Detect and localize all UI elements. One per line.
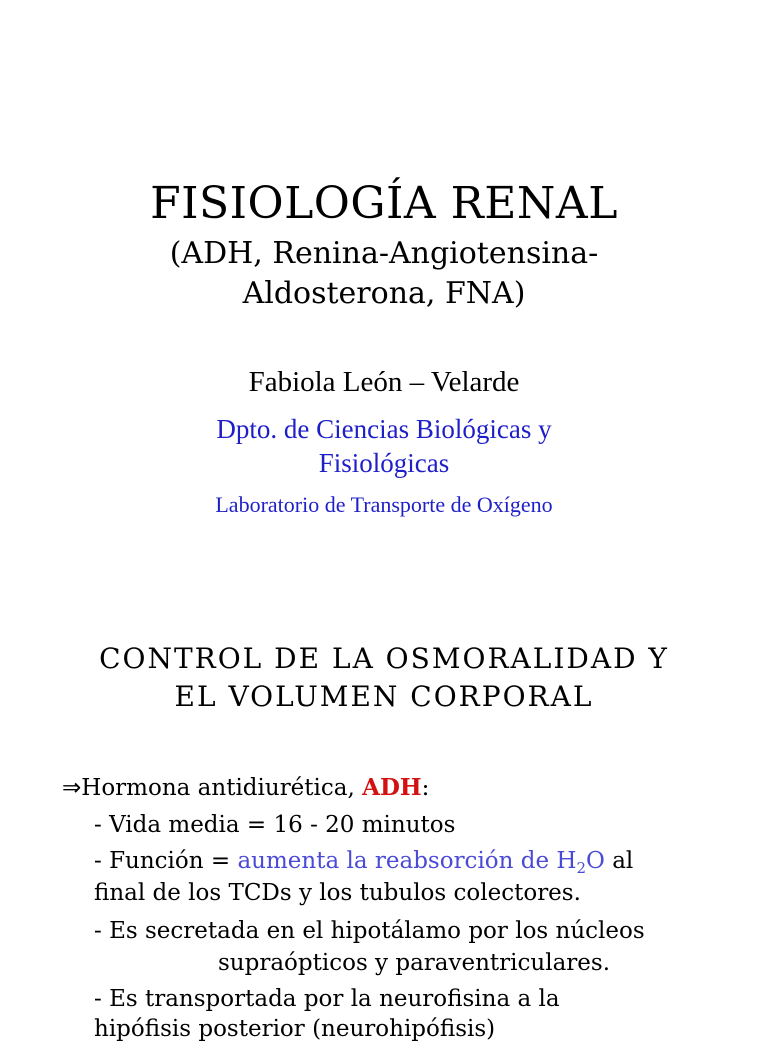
funcion-highlight-text: aumenta la reabsorción de H — [237, 848, 577, 874]
funcion-suffix: al — [604, 848, 634, 874]
list-item-transportada: - Es transportada por la neurofisina a la — [94, 986, 560, 1012]
laboratory-name: Laboratorio de Transporte de Oxígeno — [215, 492, 553, 517]
list-item-funcion — [94, 848, 633, 877]
section-heading-line-1: CONTROL DE LA OSMORALIDAD Y — [99, 642, 669, 675]
funcion-highlight — [237, 848, 605, 877]
adh-bullet — [62, 774, 429, 801]
subtitle-line-2: Aldosterona, FNA) — [242, 276, 526, 311]
subscript-2: 2 — [576, 859, 587, 877]
author-name: Fabiola León – Velarde — [248, 366, 520, 398]
funcion-prefix: - Función = — [94, 848, 238, 874]
double-arrow-icon: ⇒ — [62, 775, 82, 801]
department-line-2: Fisiológicas — [318, 448, 450, 478]
list-item-secretada: - Es secretada en el hipotálamo por los núcleos — [94, 918, 645, 944]
page-title: FISIOLOGÍA RENAL — [150, 178, 618, 229]
subtitle-line-1: (ADH, Renina-Angiotensina- — [169, 236, 599, 271]
department-line-1: Dpto. de Ciencias Biológicas y — [216, 414, 552, 444]
list-item-transportada-continuation: hipófisis posterior (neurohipófisis) — [94, 1016, 496, 1042]
funcion-highlight-o: O — [586, 848, 605, 874]
list-item-vida-media: - Vida media = 16 - 20 minutos — [94, 812, 456, 838]
bullet-suffix: : — [421, 775, 430, 801]
list-item-funcion-continuation: final de los TCDs y los tubulos colectores. — [94, 880, 581, 906]
adh-highlight: ADH — [362, 774, 422, 801]
bullet-prefix: Hormona antidiurética, — [81, 775, 363, 801]
list-item-secretada-continuation: supraópticos y paraventriculares. — [218, 950, 610, 976]
section-heading-line-2: EL VOLUMEN CORPORAL — [174, 680, 594, 713]
